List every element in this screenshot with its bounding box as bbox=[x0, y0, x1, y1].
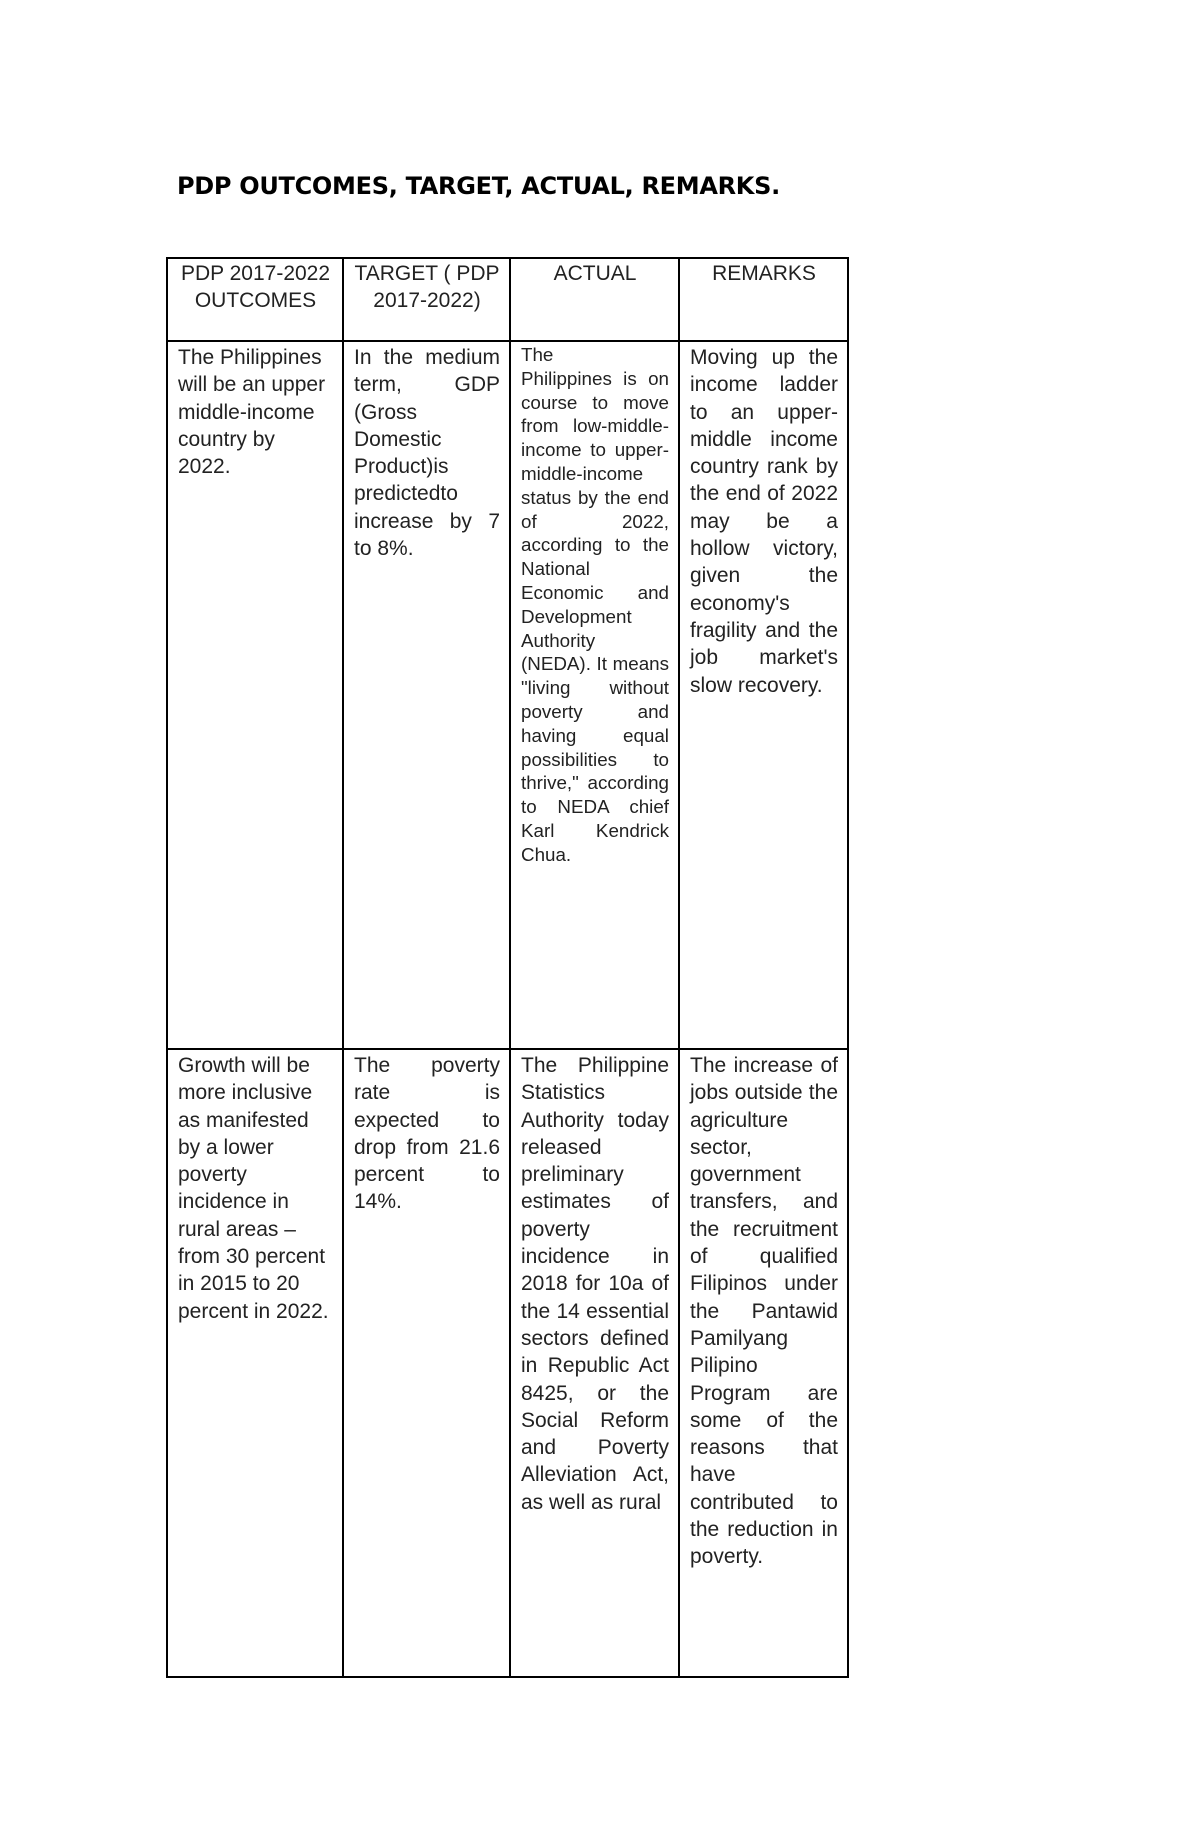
header-actual: ACTUAL bbox=[510, 258, 679, 341]
page-title: PDP OUTCOMES, TARGET, ACTUAL, REMARKS. bbox=[177, 172, 780, 200]
outcome-cell: The Philippines will be an upper middle-income country by 2022. bbox=[167, 341, 343, 1049]
table-row bbox=[167, 341, 848, 1049]
table-row bbox=[167, 1049, 848, 1677]
target-cell: In the medium term, GDP (Gross Domestic Product)is predictedto increase by 7 to 8%. bbox=[343, 341, 510, 1049]
actual-cell: The Philippine Statistics Authority today released preliminary estimates of poverty incidence in 2018 for 10a of the 14 essential sectors defined in Republic Act 8425, or the Social Reform and Poverty Alleviation Act, as well as rural bbox=[510, 1049, 679, 1677]
actual-lead-text: The bbox=[521, 344, 554, 365]
header-remarks: REMARKS bbox=[679, 258, 848, 341]
table-header-row bbox=[167, 258, 848, 341]
actual-cell bbox=[510, 341, 679, 1049]
header-outcomes: PDP 2017-2022 OUTCOMES bbox=[167, 258, 343, 341]
pdp-outcomes-table bbox=[166, 257, 849, 1678]
remarks-cell: Moving up the income ladder to an upper-middle income country rank by the end of 2022 may be a hollow victory, given the economy's fragility and the job market's slow recovery. bbox=[679, 341, 848, 1049]
remarks-cell: The increase of jobs outside the agriculture sector, government transfers, and the recruitment of qualified Filipinos under the Pantawid Pamilyang Pilipino Program are some of the reasons that have contributed to the reduction in poverty. bbox=[679, 1049, 848, 1677]
outcome-cell: Growth will be more inclusive as manifested by a lower poverty incidence in rural areas – from 30 percent in 2015 to 20 percent in 2022. bbox=[167, 1049, 343, 1677]
actual-text: Philippines is on course to move from low-middle-income to upper-middle-income status by the end of 2022, according to the National Economic and Development Authority (NEDA). It means "living without poverty and having equal possibilities to thrive," according to NEDA chief Karl Kendrick Chua. bbox=[521, 367, 669, 865]
header-target: TARGET ( PDP 2017-2022) bbox=[343, 258, 510, 341]
target-cell: The poverty rate is expected to drop from 21.6 percent to 14%. bbox=[343, 1049, 510, 1677]
